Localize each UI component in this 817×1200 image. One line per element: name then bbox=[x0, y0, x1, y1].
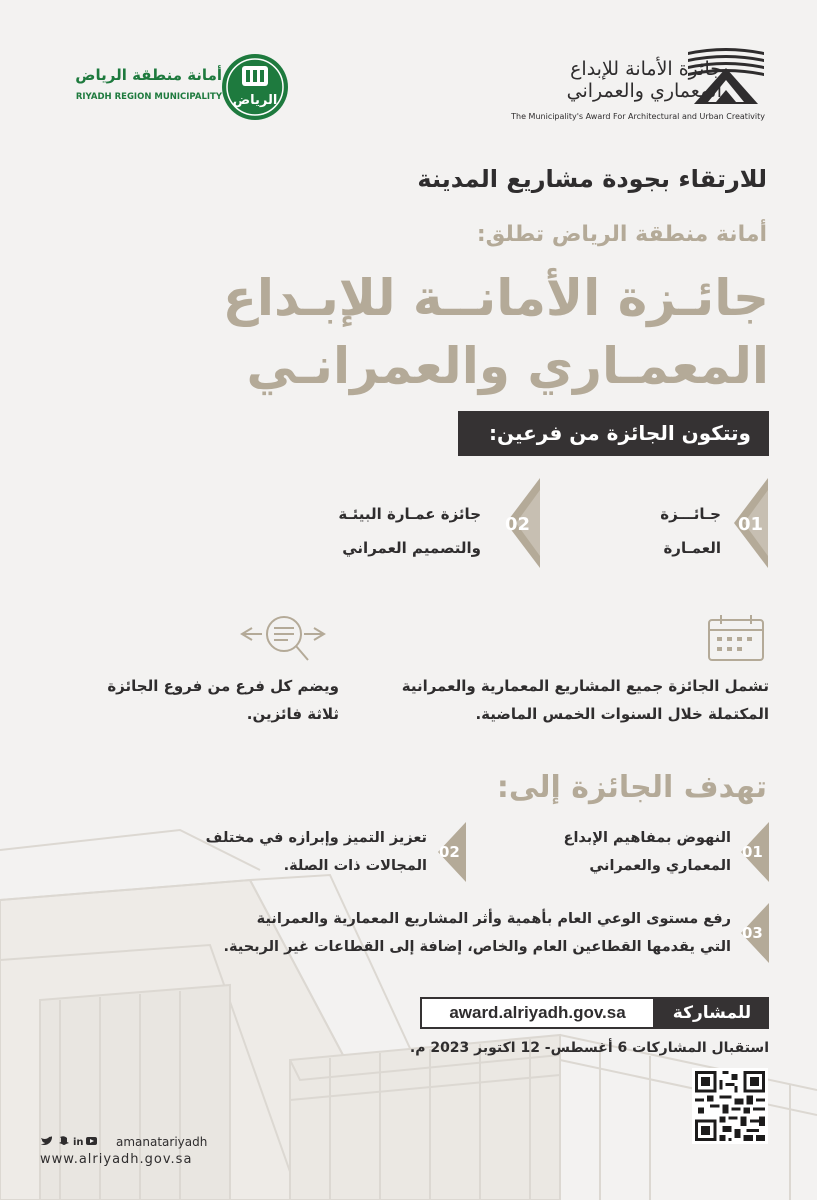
linkedin-icon: in bbox=[73, 1137, 84, 1148]
goal-02-text bbox=[147, 824, 427, 880]
social-icons bbox=[40, 1134, 110, 1148]
branch-02-number: 02 bbox=[505, 514, 531, 535]
magnifier-arrows-icon bbox=[238, 612, 328, 666]
snapchat-icon bbox=[59, 1136, 69, 1145]
qr-code[interactable] bbox=[692, 1068, 768, 1144]
winners-text bbox=[39, 672, 339, 728]
award-title-line1: جائـزة الأمانــة للإبـداع bbox=[222, 269, 769, 327]
goal-02-number: 02 bbox=[439, 843, 460, 861]
award-url-link[interactable]: award.alriyadh.gov.sa bbox=[420, 997, 655, 1029]
twitter-icon bbox=[41, 1136, 52, 1145]
branches-heading: وتتكون الجائزة من فرعين: bbox=[458, 411, 769, 456]
goals-heading: تهدف الجائزة إلى: bbox=[496, 770, 767, 805]
goal-03-text bbox=[111, 905, 731, 961]
branch-01-label bbox=[521, 497, 721, 565]
branch-02-line1: جائزة عمـارة البيئـة bbox=[338, 505, 481, 523]
goal-01-number: 01 bbox=[742, 843, 763, 861]
seal-text: الرياض bbox=[232, 93, 278, 108]
municipality-name-ar: أمانة منطقة الرياض bbox=[75, 66, 222, 84]
municipality-seal-icon bbox=[220, 52, 290, 122]
participate-label: للمشاركة bbox=[655, 997, 769, 1029]
goal-01-line1: النهوض بمفاهيم الإبداع bbox=[563, 830, 731, 846]
award-logo-english: The Municipality's Award For Architectural and Urban Creativity bbox=[511, 112, 765, 121]
tagline: للارتقاء بجودة مشاريع المدينة bbox=[417, 165, 767, 193]
award-logo-line1: جائزة الأمانة للإبداع bbox=[570, 58, 722, 80]
scope-line1: تشمل الجائزة جميع المشاريع المعمارية والعمرانية bbox=[401, 677, 769, 695]
goal-03-line1: رفع مستوى الوعي العام بأهمية وأثر المشاريع المعمارية والعمرانية bbox=[256, 911, 731, 927]
launch-text: أمانة منطقة الرياض تطلق: bbox=[476, 222, 767, 247]
municipality-name-en: RIYADH REGION MUNICIPALITY bbox=[75, 92, 222, 102]
goal-02-line1: تعزيز التميز وإبرازه في مختلف bbox=[205, 830, 427, 846]
goal-01-text bbox=[471, 824, 731, 880]
scope-text bbox=[369, 672, 769, 728]
award-logo-text bbox=[462, 58, 722, 102]
branch-02-line2: والتصميم العمراني bbox=[342, 539, 481, 557]
winners-line2: ثلاثة فائزين. bbox=[246, 705, 339, 723]
winners-line1: ويضم كل فرع من فروع الجائزة bbox=[107, 677, 339, 695]
goal-02-line2: المجالات ذات الصلة. bbox=[283, 858, 427, 874]
goal-03-number: 03 bbox=[742, 924, 763, 942]
calendar-icon bbox=[705, 612, 767, 664]
branch-02-label bbox=[261, 497, 481, 565]
goal-03-line2: التي يقدمها القطاعين العام والخاص، إضافة إلى القطاعات غير الربحية. bbox=[223, 939, 731, 955]
social-handle: amanatariyadh bbox=[116, 1135, 208, 1149]
submission-dates: استقبال المشاركات 6 أغسطس- 12 اكتوبر 2023 م. bbox=[409, 1040, 769, 1056]
branch-01-line1: جـائـــزة bbox=[660, 505, 721, 523]
award-logo-line2: المعماري والعمراني bbox=[566, 80, 722, 102]
award-title-line2: المعمـاري والعمرانـي bbox=[246, 337, 769, 395]
branch-01-number: 01 bbox=[738, 514, 764, 535]
goal-01-line2: المعماري والعمراني bbox=[589, 858, 731, 874]
website-link[interactable]: www.alriyadh.gov.sa bbox=[40, 1152, 193, 1167]
scope-line2: المكتملة خلال السنوات الخمس الماضية. bbox=[475, 705, 769, 723]
branch-01-line2: العمـارة bbox=[663, 539, 721, 557]
